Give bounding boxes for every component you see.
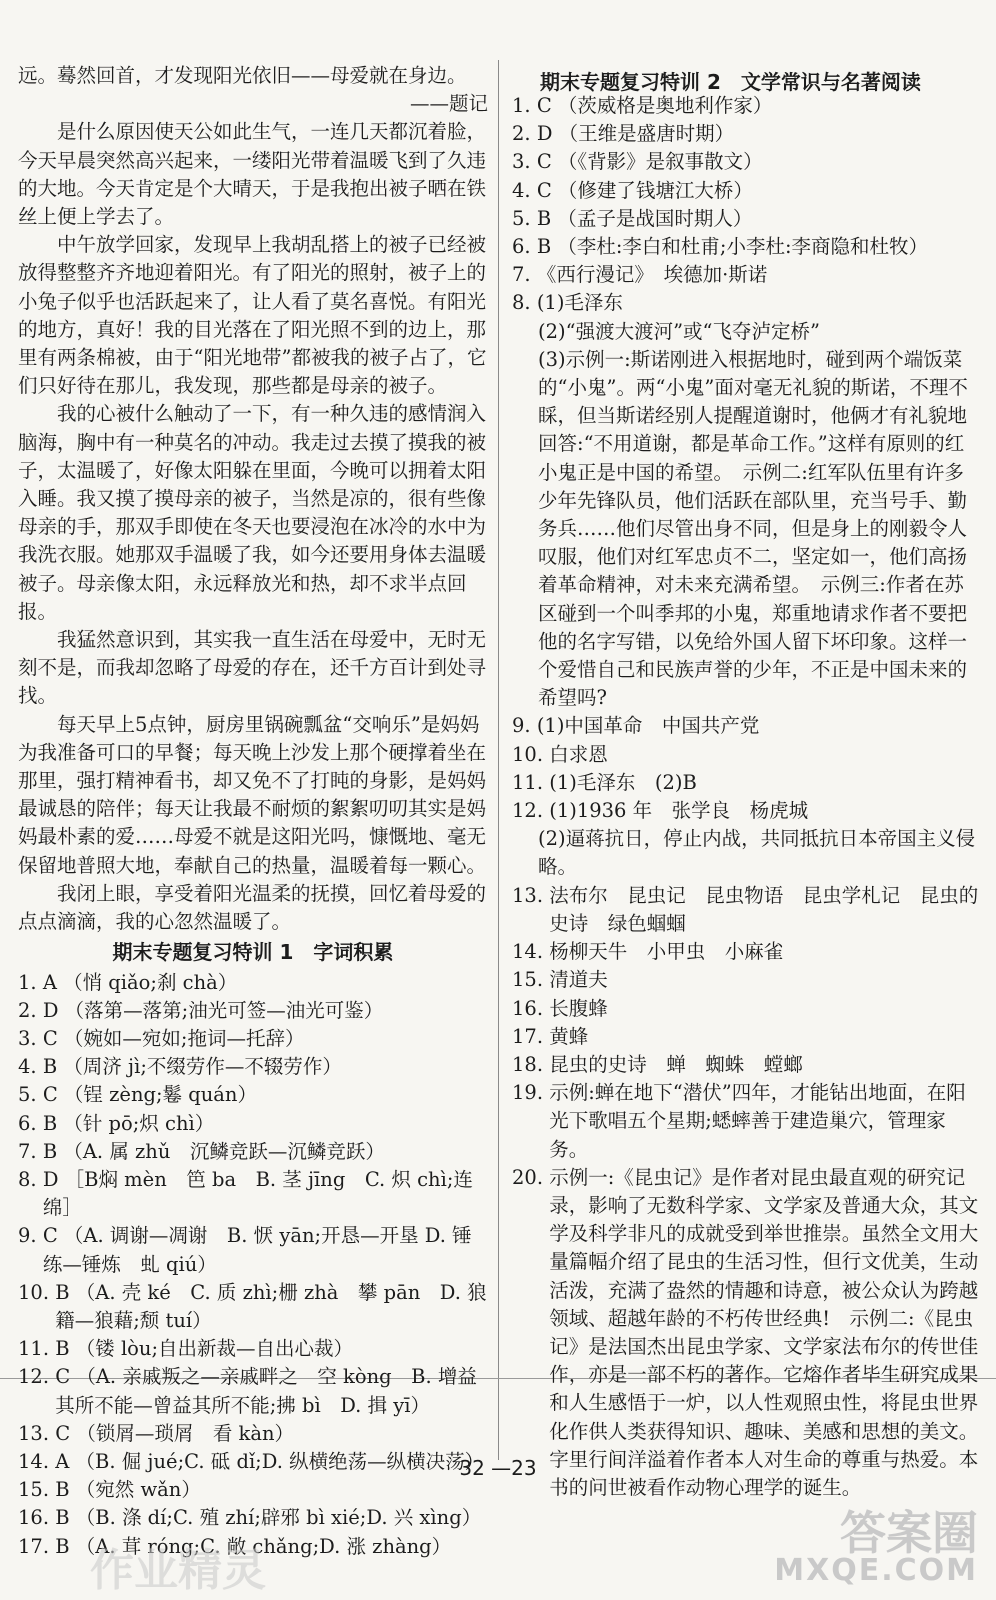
answer-item	[18, 1081, 488, 1109]
answer-text: (2)“强渡大渡河”或“飞夺泸定桥”	[538, 319, 820, 343]
answer-number: 13.	[18, 1421, 56, 1445]
answer-text: B （宛然 wǎn）	[55, 1478, 201, 1502]
answer-item	[18, 1166, 488, 1222]
answer-item	[512, 712, 982, 740]
answer-text: B （李杜:李白和杜甫;小李杜:李商隐和杜牧）	[536, 235, 929, 259]
answer-number: 13.	[512, 883, 550, 907]
answer-text: A （悄 qiǎo;刹 chà）	[42, 970, 238, 994]
answer-item	[18, 1335, 488, 1363]
answer-number: 17.	[512, 1024, 550, 1048]
answer-text: C （《背影》是叙事散文）	[536, 150, 763, 174]
answer-text: 《西行漫记》 埃德加·斯诺	[536, 263, 768, 287]
answer-text: 长腹蜂	[549, 996, 608, 1020]
answer-item	[512, 318, 982, 346]
answer-number: 3.	[18, 1026, 43, 1050]
answer-text: C （婉如—宛如;拖词—托辞）	[42, 1026, 305, 1050]
answer-item	[18, 1476, 488, 1504]
answer-item	[18, 1025, 488, 1053]
answer-number: 16.	[512, 996, 550, 1020]
answer-text: (3)示例一:斯诺刚进入根据地时，碰到两个端饭菜的“小鬼”。两“小鬼”面对毫无礼貌的斯诺，不理不睬，但当斯诺经别人提醒道谢时，他俩才有礼貌地回答:“不用道谢，都是革命工作。”这样有原则的红小鬼正是中国的希望。 示例二:红军队伍里有许多少年先锋队员，他们活跃在部队里，充当号手、勤务兵……他们尽管出身不同，但是身上的刚毅令人叹服，他们对红军忠贞不二，坚定如一，他们高扬着革命精神，对未来充满希望。 示例三:作者在苏区碰到一个叫季邦的小鬼，郑重地请求作者不要把他的名字写错，以免给外国人留下坏印象。这样一个爱惜自己和民族声誉的少年，不正是中国未来的希望吗?	[538, 347, 968, 710]
answer-text: 黄蜂	[549, 1024, 589, 1048]
answer-text: (2)逼蒋抗日，停止内战，共同抵抗日本帝国主义侵略。	[538, 827, 976, 879]
answer-text: 法布尔 昆虫记 昆虫物语 昆虫学札记 昆虫的史诗 绿色蝈蝈	[549, 883, 979, 935]
answer-text: B （B. 涤 dí;C. 殖 zhí;辟邪 bì xié;D. 兴 xìng）	[55, 1506, 482, 1530]
answer-number: 10.	[18, 1280, 56, 1304]
answer-item	[512, 966, 982, 994]
answer-item	[512, 148, 982, 176]
answer-text: 示例:蝉在地下“潜伏”四年，才能钻出地面，在阳光下歌唱五个星期;蟋蟀善于建造巢穴，管理家务。	[549, 1081, 966, 1161]
answer-item	[512, 1023, 982, 1051]
answer-number: 2.	[512, 122, 537, 146]
column-divider	[498, 60, 499, 1460]
answer-item	[512, 825, 982, 881]
answer-number: 20.	[512, 1165, 550, 1189]
essay-paragraph: 远。蓦然回首，才发现阳光依旧——母爱就在身边。	[18, 64, 467, 87]
answer-item	[18, 1279, 488, 1335]
answer-item	[512, 261, 982, 289]
watermark-url: MXQE.COM	[774, 1553, 978, 1588]
answer-number: 9.	[512, 714, 537, 738]
answer-item	[512, 346, 982, 713]
essay-epigraph-signature: ——题记	[409, 92, 488, 116]
answer-item	[18, 1420, 488, 1448]
answer-text: (1)毛泽东 (2)B	[549, 770, 697, 794]
answer-item	[512, 289, 982, 317]
answer-text: C （锁屑—琐屑 看 kàn）	[55, 1421, 295, 1445]
answer-text: B （孟子是战国时期人）	[536, 206, 753, 230]
answer-item	[18, 1110, 488, 1138]
answer-item	[18, 997, 488, 1025]
answer-item	[512, 177, 982, 205]
answer-number: 1.	[512, 94, 537, 117]
answer-number: 14.	[512, 940, 550, 964]
answer-number: 5.	[512, 206, 537, 230]
answer-item	[512, 205, 982, 233]
answer-item	[512, 995, 982, 1023]
answer-number: 2.	[18, 998, 43, 1022]
answer-item	[512, 92, 982, 120]
answer-text: B （镂 lòu;自出新裁—自出心裁）	[55, 1337, 354, 1361]
answer-item	[512, 233, 982, 261]
answer-item	[18, 969, 488, 997]
answer-item	[512, 769, 982, 797]
answer-item	[18, 1138, 488, 1166]
answer-number: 7.	[512, 263, 537, 287]
answer-text: B （针 pō;炽 chì）	[42, 1111, 215, 1135]
answer-number: 17.	[18, 1534, 56, 1558]
answer-text: C （茨威格是奥地利作家）	[536, 94, 773, 117]
answer-list-section-2	[512, 92, 982, 1502]
answer-text: B （A. 属 zhǔ 沉鳞竞跃—沉鳞竞跃）	[42, 1139, 385, 1163]
answer-item	[512, 1051, 982, 1079]
answer-number: 12.	[512, 799, 550, 823]
essay-paragraph: 我闭上眼，享受着阳光温柔的抚摸，回忆着母爱的点点滴滴，我的心忽然温暖了。	[18, 881, 487, 934]
left-column	[18, 62, 488, 1561]
answer-item	[512, 1079, 982, 1164]
answer-number: 8.	[18, 1167, 43, 1191]
answer-number: 11.	[512, 770, 550, 794]
answer-item	[512, 882, 982, 938]
answer-number: 19.	[512, 1081, 550, 1105]
watermark-logo	[774, 1506, 978, 1588]
answer-text: C （锃 zèng;鬈 quán）	[42, 1083, 257, 1107]
essay	[18, 62, 488, 936]
answer-text: (1)毛泽东	[536, 291, 623, 315]
answer-text: B （A. 壳 ké C. 质 zhì;栅 zhà 攀 pān D. 狼籍—狼藉;颓 tuí）	[55, 1280, 487, 1332]
answer-number: 5.	[18, 1083, 43, 1107]
answer-number: 15.	[18, 1478, 56, 1502]
answer-text: B （周济 jì;不缀劳作—不辍劳作）	[42, 1055, 342, 1079]
answer-number: 16.	[18, 1506, 56, 1530]
answer-item	[18, 1363, 488, 1419]
answer-number: 10.	[512, 742, 550, 766]
right-column	[512, 92, 982, 1502]
answer-text: 清道夫	[549, 968, 608, 992]
page-number: 32 —23	[459, 1456, 537, 1480]
answer-text: D （王维是盛唐时期）	[536, 122, 735, 146]
answer-text: (1)1936 年 张学良 杨虎城	[549, 799, 809, 823]
answer-number: 15.	[512, 968, 550, 992]
essay-paragraph: 我猛然意识到，其实我一直生活在母爱中，无时无刻不是，而我却忽略了母爱的存在，还千方百计到处寻找。	[18, 628, 487, 708]
answer-text: 昆虫的史诗 蝉 蜘蛛 螳螂	[549, 1052, 803, 1076]
answer-item	[18, 1222, 488, 1278]
answer-text: C （A. 亲戚叛之—亲戚畔之 空 kòng B. 增益其所不能—曾益其所不能;拂 bì D. 揖 yī）	[55, 1365, 477, 1417]
answer-item	[18, 1504, 488, 1532]
answer-number: 18.	[512, 1052, 550, 1076]
answer-text: C （A. 调谢—凋谢 B. 恹 yān;开恳—开垦 D. 锤练—锤炼 虬 qiú）	[42, 1224, 472, 1276]
answer-number: 11.	[18, 1337, 56, 1361]
essay-paragraph: 中午放学回家，发现早上我胡乱搭上的被子已经被放得整整齐齐地迎着阳光。有了阳光的照射，被子上的小兔子似乎也活跃起来了，让人看了莫名喜悦。有阳光的地方，真好！我的目光落在了阳光照不到的边上，那里有两条棉被，由于“阳光地带”都被我的被子占了，它们只好待在那儿，我发现，那些都是母亲的被子。	[18, 233, 487, 398]
answer-text: 杨柳天牛 小甲虫 小麻雀	[549, 940, 784, 964]
answer-text: 白求恩	[549, 742, 608, 766]
answer-number: 7.	[18, 1139, 43, 1163]
answer-number: 8.	[512, 291, 537, 315]
answer-number: 4.	[18, 1055, 43, 1079]
answer-text: (1)中国革命 中国共产党	[536, 714, 760, 738]
answer-text: D （落第—落第;油光可签—油光可鉴）	[42, 998, 384, 1022]
answer-text: C （修建了钱塘江大桥）	[536, 178, 753, 202]
answer-number: 3.	[512, 150, 537, 174]
answer-text: 示例一:《昆虫记》是作者对昆虫最直观的研究记录，影响了无数科学家、文学家及普通大众，其文学及科学非凡的成就受到举世推崇。虽然全文用大量篇幅介绍了昆虫的生活习性，但行文优美，生动活泼，充满了盎然的情趣和诗意，被公众认为跨越领域、超越年龄的不朽传世经典! 示例二:《昆虫记》是法国杰出昆虫学家、文学家法布尔的传世佳作，亦是一部不朽的著作。它熔作者毕生研究成果和人生感悟于一炉，以人性观照虫性，将昆虫世界化作供人类获得知识、趣味、美感和思想的美文。字里行间洋溢着作者本人对生命的尊重与热爱。本书的问世被看作动物心理学的诞生。	[549, 1165, 979, 1499]
watermark-bottom-left: 作业精灵	[90, 1545, 266, 1596]
answer-text: B （A. 茸 róng;C. 敞 chǎng;D. 涨 zhàng）	[55, 1534, 452, 1558]
answer-item	[512, 797, 982, 825]
answer-item	[512, 1164, 982, 1502]
answer-text: D ［B焖 mèn 笆 ba B. 茎 jīng C. 炽 chì;连绵］	[42, 1167, 473, 1220]
answer-item	[18, 1053, 488, 1081]
answer-item	[512, 120, 982, 148]
answer-number: 14.	[18, 1449, 56, 1473]
answer-item	[512, 741, 982, 769]
answer-number: 6.	[512, 235, 537, 259]
answer-number: 9.	[18, 1224, 43, 1248]
answer-number: 4.	[512, 178, 537, 202]
answer-item	[512, 938, 982, 966]
section-title-1: 期末专题复习特训 1 字词积累	[112, 940, 394, 965]
section-title-2: 期末专题复习特训 2 文学常识与名著阅读	[540, 70, 921, 94]
essay-paragraph: 每天早上5点钟，厨房里锅碗瓢盆“交响乐”是妈妈为我准备可口的早餐；每天晚上沙发上那个硬撑着坐在那里，强打精神看书，却又免不了打盹的身影，是妈妈最诚恳的陪伴；每天让我最不耐烦的絮絮叨叨其实是妈妈最朴素的爱……母爱不就是这阳光吗，慷慨地、毫无保留地普照大地，奉献自己的热量，温暖着每一颗心。	[18, 712, 487, 877]
answer-number: 6.	[18, 1111, 43, 1135]
answer-number: 12.	[18, 1365, 56, 1389]
essay-paragraph: 我的心被什么触动了一下，有一种久违的感情润入脑海，胸中有一种莫名的冲动。我走过去摸了摸我的被子，太温暖了，好像太阳躲在里面，今晚可以拥着太阳入睡。我又摸了摸母亲的被子，当然是凉的，很有些像母亲的手，那双手即使在冬天也要浸泡在冰冷的水中为我洗衣服。她那双手温暖了我，如今还要用身体去温暖被子。母亲像太阳，永远释放光和热，却不求半点回报。	[18, 402, 487, 623]
essay-paragraph: 是什么原因使天公如此生气，一连几天都沉着脸，今天早晨突然高兴起来，一缕阳光带着温暖飞到了久违的大地。今天肯定是个大晴天，于是我抱出被子晒在铁丝上便上学去了。	[18, 120, 487, 229]
answer-number: 1.	[18, 970, 43, 994]
watermark-main-text: 答案圈	[840, 1506, 978, 1560]
answer-text: A （B. 倔 jué;C. 砥 dǐ;D. 纵横绝荡—纵横决荡）	[55, 1449, 485, 1473]
